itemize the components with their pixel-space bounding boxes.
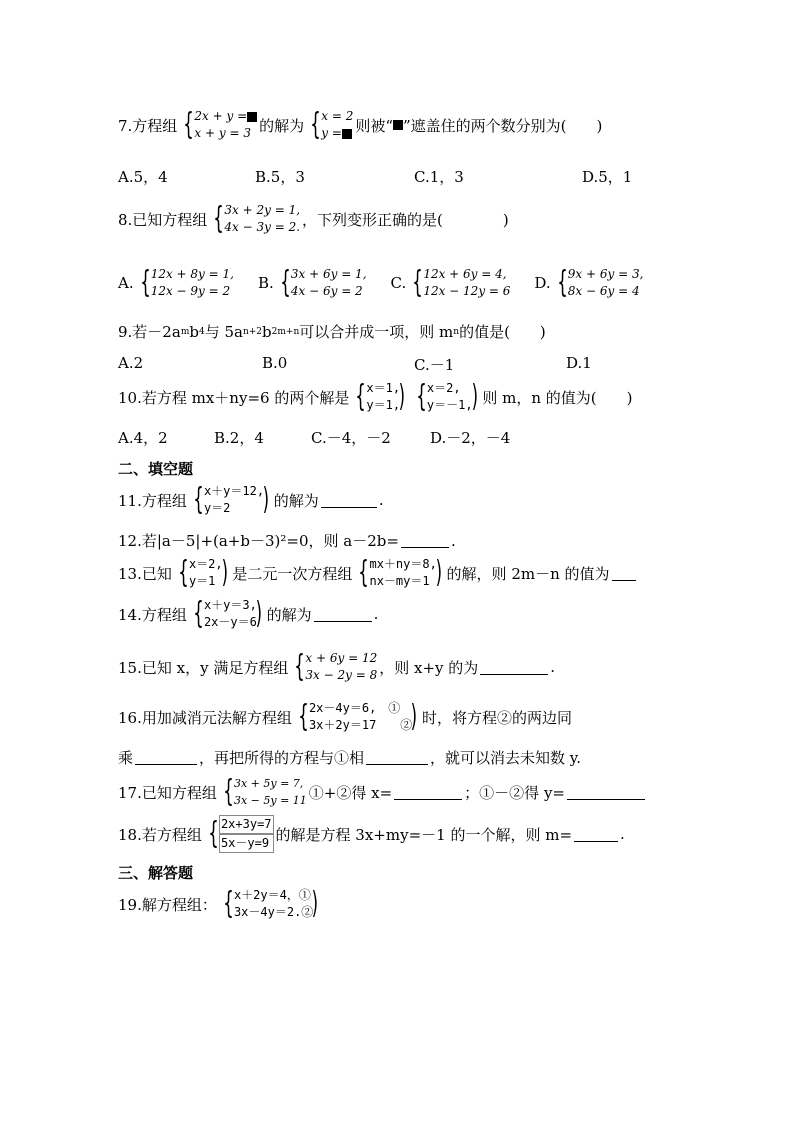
q9-option-b: B.0	[262, 354, 288, 372]
q7-sys-row-1: 2x + y =	[194, 108, 257, 125]
section-3-heading: 三、解答题	[118, 864, 194, 882]
q12-answer-blank[interactable]	[401, 533, 449, 548]
q10-option-c: C.－4，－2	[311, 429, 391, 447]
q17-answer-blank-y[interactable]	[567, 785, 645, 800]
q7-system: { 2x + y = x + y = 3	[179, 108, 257, 142]
q7-sol-row-2: y =	[321, 125, 353, 142]
q9-option-c: C.－1	[414, 356, 455, 374]
q7-option-b: B.5，3	[255, 168, 305, 186]
question-15: 15.已知 x，y 满足方程组 { x + 6y = 12 3x − 2y = 8 ，则 x+y 的为 .	[118, 649, 556, 684]
q7-suffix2: ”遮盖住的两个数分别为( )	[403, 116, 603, 135]
q10-solution-a: { x＝1, y＝1, )	[355, 379, 406, 414]
q8-option-c: { 12x + 6y = 4, 12x − 12y = 6	[412, 265, 511, 300]
q7-solution: { x = 2 y =	[310, 107, 354, 142]
question-10: 10.若方程 mx＋ny=6 的两个解是 { x＝1, y＝1, ) { x＝2, y＝－1, ) 则 m，n 的值为( )	[118, 379, 633, 414]
q15-answer-blank[interactable]	[480, 660, 548, 675]
question-18: 18.若方程组 { 2x+3y=7 5x－y=9 的解是方程 3x+my=－1 的一个解，则 m= .	[118, 816, 625, 851]
q10-option-a: A.4，2	[118, 429, 168, 447]
q8-system: { 3x + 2y = 1, 4x − 3y = 2.	[213, 201, 301, 236]
covered-square-icon	[247, 112, 257, 122]
question-7	[118, 108, 602, 142]
q8-option-d-label: D.	[534, 274, 551, 292]
q9-option-a: A.2	[118, 354, 144, 372]
q7-sol-row-1: x = 2	[321, 109, 354, 123]
question-16: 16.用加减消元法解方程组 { 2x－4y＝6, ① 3x＋2y＝17 ② ) 时，将方程②的两边同	[118, 699, 573, 734]
q16-answer-blank-1[interactable]	[135, 750, 197, 765]
question-8	[118, 202, 509, 236]
q7-option-a: A.5，4	[118, 168, 168, 186]
q7-prefix: 7.方程组	[118, 116, 178, 135]
question-14: 14.方程组 { x＋y＝3, 2x－y＝6 ) 的解为 .	[118, 596, 379, 631]
question-13: 13.已知 { x＝2, y＝1 ) 是二元一次方程组 { mx＋ny＝8, nx－my＝1 ) 的解，则 2m－n 的值为	[118, 556, 638, 590]
covered-square-icon	[342, 129, 352, 139]
q8-sys-row-1: 3x + 2y = 1,	[224, 203, 301, 217]
q17-answer-blank-x[interactable]	[394, 785, 462, 800]
q13-answer-blank[interactable]	[612, 566, 636, 581]
q7-option-d: D.5，1	[582, 168, 633, 186]
q8-prefix: 8.已知方程组	[118, 210, 208, 229]
question-17: 17.已知方程组 { 3x + 5y = 7, 3x − 5y = 11 ①+②得 x= ；①－②得 y=	[118, 775, 647, 809]
q8-option-a-label: A.	[118, 274, 134, 292]
question-11: 11.方程组 { x＋y＝12, y＝2 ) 的解为 .	[118, 482, 384, 517]
covered-square-icon	[393, 120, 403, 130]
q11-answer-blank[interactable]	[321, 493, 377, 508]
q16-answer-blank-2[interactable]	[366, 750, 428, 765]
q8-option-b-label: B.	[257, 274, 274, 292]
q7-suffix: 则被“	[355, 116, 394, 135]
q10-option-b: B.2，4	[214, 429, 264, 447]
q7-sys-row-2: x + y = 3	[194, 126, 251, 140]
question-16-line-2: 乘 ，再把所得的方程与①相 ，就可以消去未知数 y.	[118, 749, 582, 767]
q8-suffix: ，下列变形正确的是( )	[302, 210, 509, 229]
q8-sys-row-2: 4x − 3y = 2.	[224, 220, 301, 234]
q10-solution-b: { x＝2, y＝－1, )	[416, 379, 478, 414]
question-19: 19.解方程组： { x＋2y＝4，① 3x－4y＝2.② )	[118, 886, 319, 921]
q7-option-c: C.1，3	[414, 168, 464, 186]
q7-mid: 的解为	[259, 116, 305, 135]
q8-option-d: { 9x + 6y = 3, 8x − 6y = 4	[556, 265, 644, 300]
question-12: 12.若|a－5|+(a+b－3)²=0，则 a－2b= .	[118, 531, 456, 550]
section-2-heading: 二、填空题	[118, 460, 194, 478]
q9-option-d: D.1	[566, 354, 592, 372]
q14-answer-blank[interactable]	[314, 607, 372, 622]
question-9: 9.若－2a m b 4 与 5a n+2 b 2m+n 可以合并成一项，则 m n 的值是( )	[118, 322, 546, 341]
q8-options	[118, 266, 645, 300]
q10-option-d: D.－2，－4	[430, 429, 511, 447]
q18-answer-blank[interactable]	[574, 827, 618, 842]
q8-option-c-label: C.	[390, 274, 407, 292]
q8-option-a: { 12x + 8y = 1, 12x − 9y = 2	[139, 265, 234, 300]
q8-option-b: { 3x + 6y = 1, 4x − 6y = 2	[280, 265, 367, 300]
